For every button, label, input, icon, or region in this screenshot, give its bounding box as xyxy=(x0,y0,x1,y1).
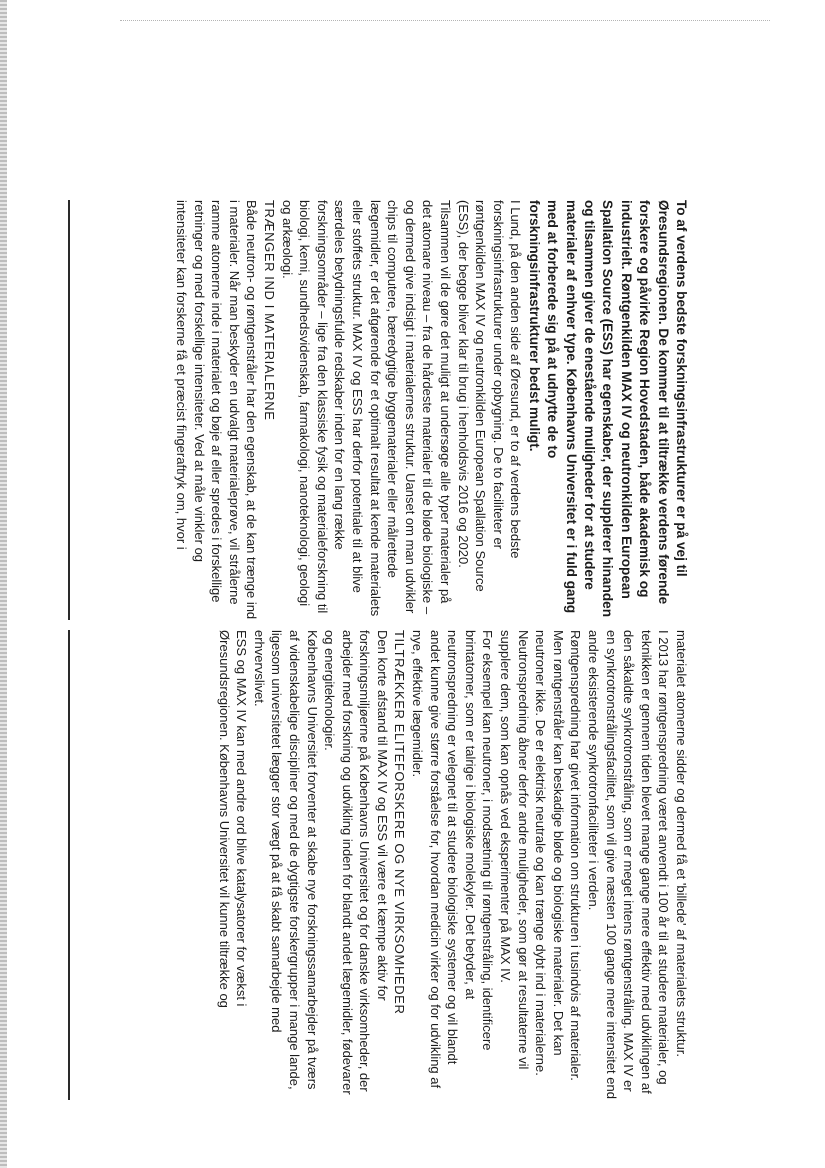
paragraph: Den korte afstand til MAX IV og ESS vil være et kæmpe aktiv for forskningsmiljøerne på Københavns Universitet og for danske virksomheder, der arbejder med forskning og udvikling inden for blandt andet lægemidler, fødevarer og energiteknologier. xyxy=(322,630,390,1095)
paragraph: ESS og MAX IV kan med andre ord blive katalysatorer for vækst i Øresundsregionen. Københavns Universitet vil kunne tiltrække og xyxy=(216,630,250,1008)
right-rule xyxy=(69,630,71,1100)
paragraph: Både neutron- og røntgenstråler har den egenskab, at de kan trænge ind i materialer. Når man beskyder en udvalgt materialeprøve, vil strålerne ramme atomerne inde i materialet og bøje af eller spredes i forskellige retninger og med forskellige intensiteter. Ved at måle vinkler og intensiteter kan forskerne få et præcist fingeraftryk om, hvor i xyxy=(174,200,260,620)
paragraph: For eksempel kan neutroner, i modsætning til røntgenstråling, identificere brintatomer, som er talrige i biologiske molekyler. Det betyder, at neutronspredning er velegnet til at studere biologiske systemer og vil blandt andet kunne give større forståelse for, hvordan medicin virker og for udvikling af nye, effektive lægemidler. xyxy=(410,630,496,1089)
lead-paragraph: To af verdens bedste forskningsinfrastrukturer er på vej til Øresundsregionen. De kommer til at tiltrække verdens førende forskere og påvirke Region Hovedstaden, både akademisk og industrielt. Røntgenkilden MAX IV og neutronkilden European Spallation Source (ESS) har egenskaber, der supplerer hinanden og tilsammen giver de enestående muligheder for at studere materialer af enhver type. Københavns Universitet er i fuld gang med at forberede sig på at udnytte de to forskningsinfrastrukturer bedst muligt. xyxy=(526,200,689,617)
paragraph: Tilsammen vil de gøre det muligt at undersøge alle typer materialer på det atomare niveau – fra de hårdeste materialer til de bløde biologiske – og dermed give indsigt i materialernes struktur. Uanset om man udvikler chips til computere, bæredygtige byggematerialer eller målrettede lægemidler, er det afgørende for et optimalt resultat at kende materialets eller stoffets struktur. MAX IV og ESS har derfor potentiale til at blive særdeles betydningsfulde redskaber inden for en lang række forskningsområder – lige fra den klassiske fysik og materialeforskning til biologi, kemi, sundhedsvidenskab, farmakologi, nanoteknologi, geologi og arkæologi. xyxy=(279,200,453,617)
paragraph: Københavns Universitet forventer at skabe nye forskningssamarbejder på tværs af videnskabelige discipliner og med de dygtigste forskergrupper i mange lande, ligesom universitetet lægger stor vægt på at få skabt samarbejde med erhvervslivet. xyxy=(251,630,320,1090)
right-column xyxy=(150,630,690,1100)
left-column xyxy=(150,200,690,620)
section-heading: TRÆNGER IND I MATERIALERNE xyxy=(262,200,278,421)
section-heading: TILTRÆKKER ELITEFORSKERE OG NYE VIRKSOMHEDER xyxy=(392,630,408,1015)
paragraph: Røntgenspredning har givet information om strukturen i tusindvis af materialer. Men røntgenstråler kan beskadige bløde og biologiske materialer. Det kan neutroner ikke. De er elektrisk neutrale og kan trænge dybt ind i materialerne. Neutronspredning åbner derfor andre muligheder, som gør at resultaterne vil supplere dem, som kan opnås ved eksperimenter på MAX IV. xyxy=(498,630,584,1081)
paragraph: materialet atomerne sidder og dermed få et 'billede' af materialets struktur. xyxy=(674,630,689,1057)
left-rule xyxy=(69,200,71,620)
paragraph: I Lund, på den anden side af Øresund, er to af verdens bedste forskningsinfrastrukturer under opbygning. De to faciliteter er røntgenkilden MAX IV og neutronkilden European Spallation Source (ESS), der begge bliver klar til brug i henholdsvis 2016 og 2020. xyxy=(455,200,524,592)
paragraph: I 2013 har røntgenspredning været anvendt i 100 år til at studere materialer, og teknikken er gennem tiden blevet mange gange mere effektiv med udviklingen af den såkaldte synkrotronstråling, som er meget intens røntgenstråling. MAX IV er en synkrotronstrålingsfacilitet, som vil give næsten 100 gange mere intensitet end andre eksisterende synkrotronfaciliteter i verden. xyxy=(586,630,672,1099)
